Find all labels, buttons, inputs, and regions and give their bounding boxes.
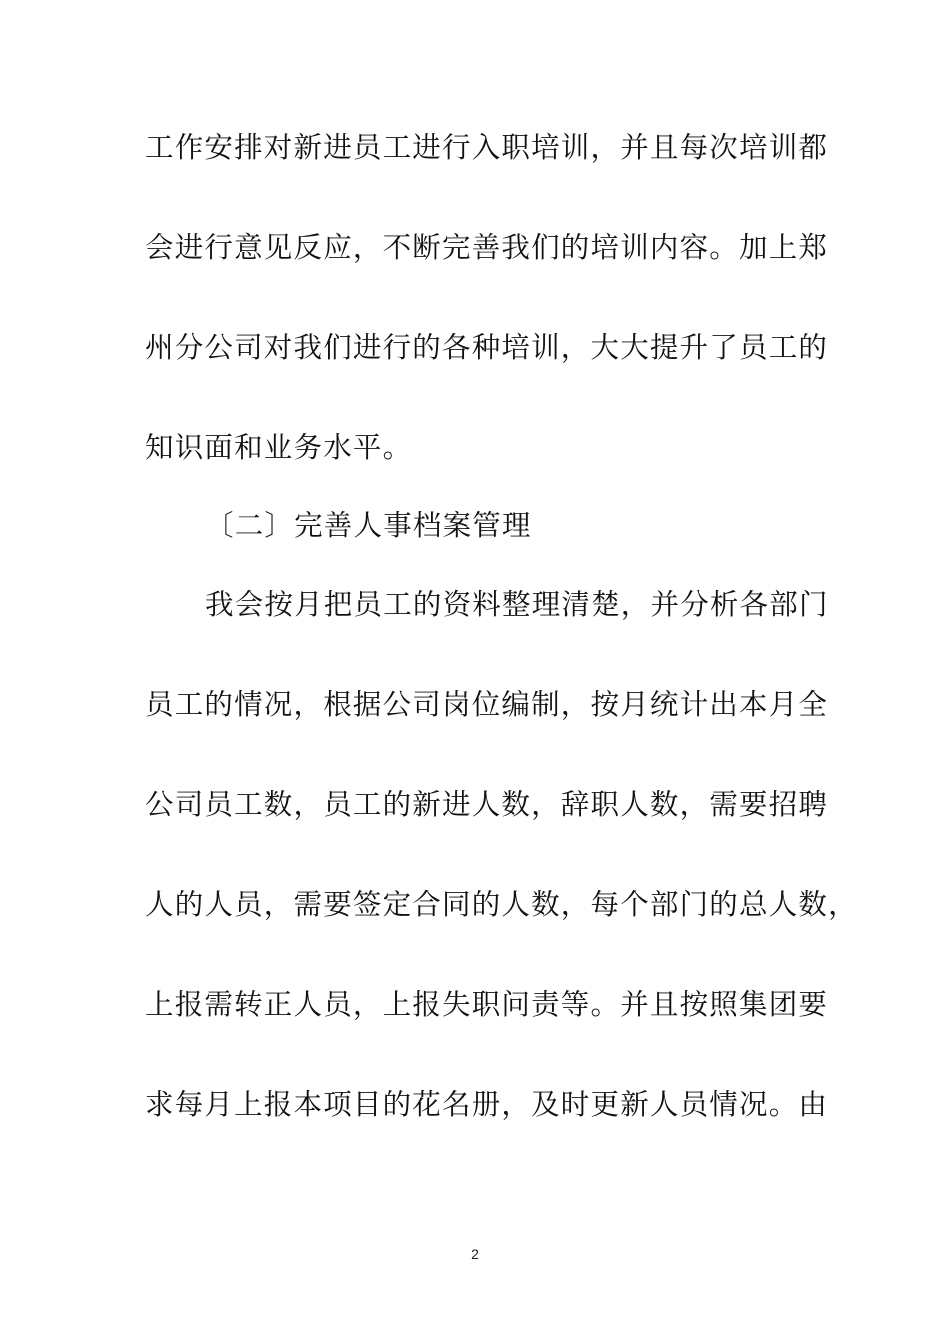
paragraph-line: 求每月上报本项目的花名册，及时更新人员情况。由 [145, 1088, 829, 1121]
section-heading: 〔二〕完善人事档案管理 [205, 509, 532, 542]
paragraph-line: 人的人员，需要签定合同的人数，每个部门的总人数， [145, 888, 858, 921]
page-number: 2 [471, 1246, 479, 1262]
paragraph-line: 工作安排对新进员工进行入职培训，并且每次培训都 [145, 131, 829, 164]
paragraph-line: 员工的情况，根据公司岗位编制，按月统计出本月全 [145, 688, 829, 721]
paragraph-line: 州分公司对我们进行的各种培训，大大提升了员工的 [145, 331, 829, 364]
paragraph-line: 公司员工数，员工的新进人数，辞职人数，需要招聘 [145, 788, 829, 821]
paragraph-line: 我会按月把员工的资料整理清楚，并分析各部门 [205, 588, 829, 621]
paragraph-line: 知识面和业务水平。 [145, 431, 413, 464]
paragraph-line: 上报需转正人员，上报失职问责等。并且按照集团要 [145, 988, 829, 1021]
paragraph-line: 会进行意见反应，不断完善我们的培训内容。加上郑 [145, 231, 829, 264]
